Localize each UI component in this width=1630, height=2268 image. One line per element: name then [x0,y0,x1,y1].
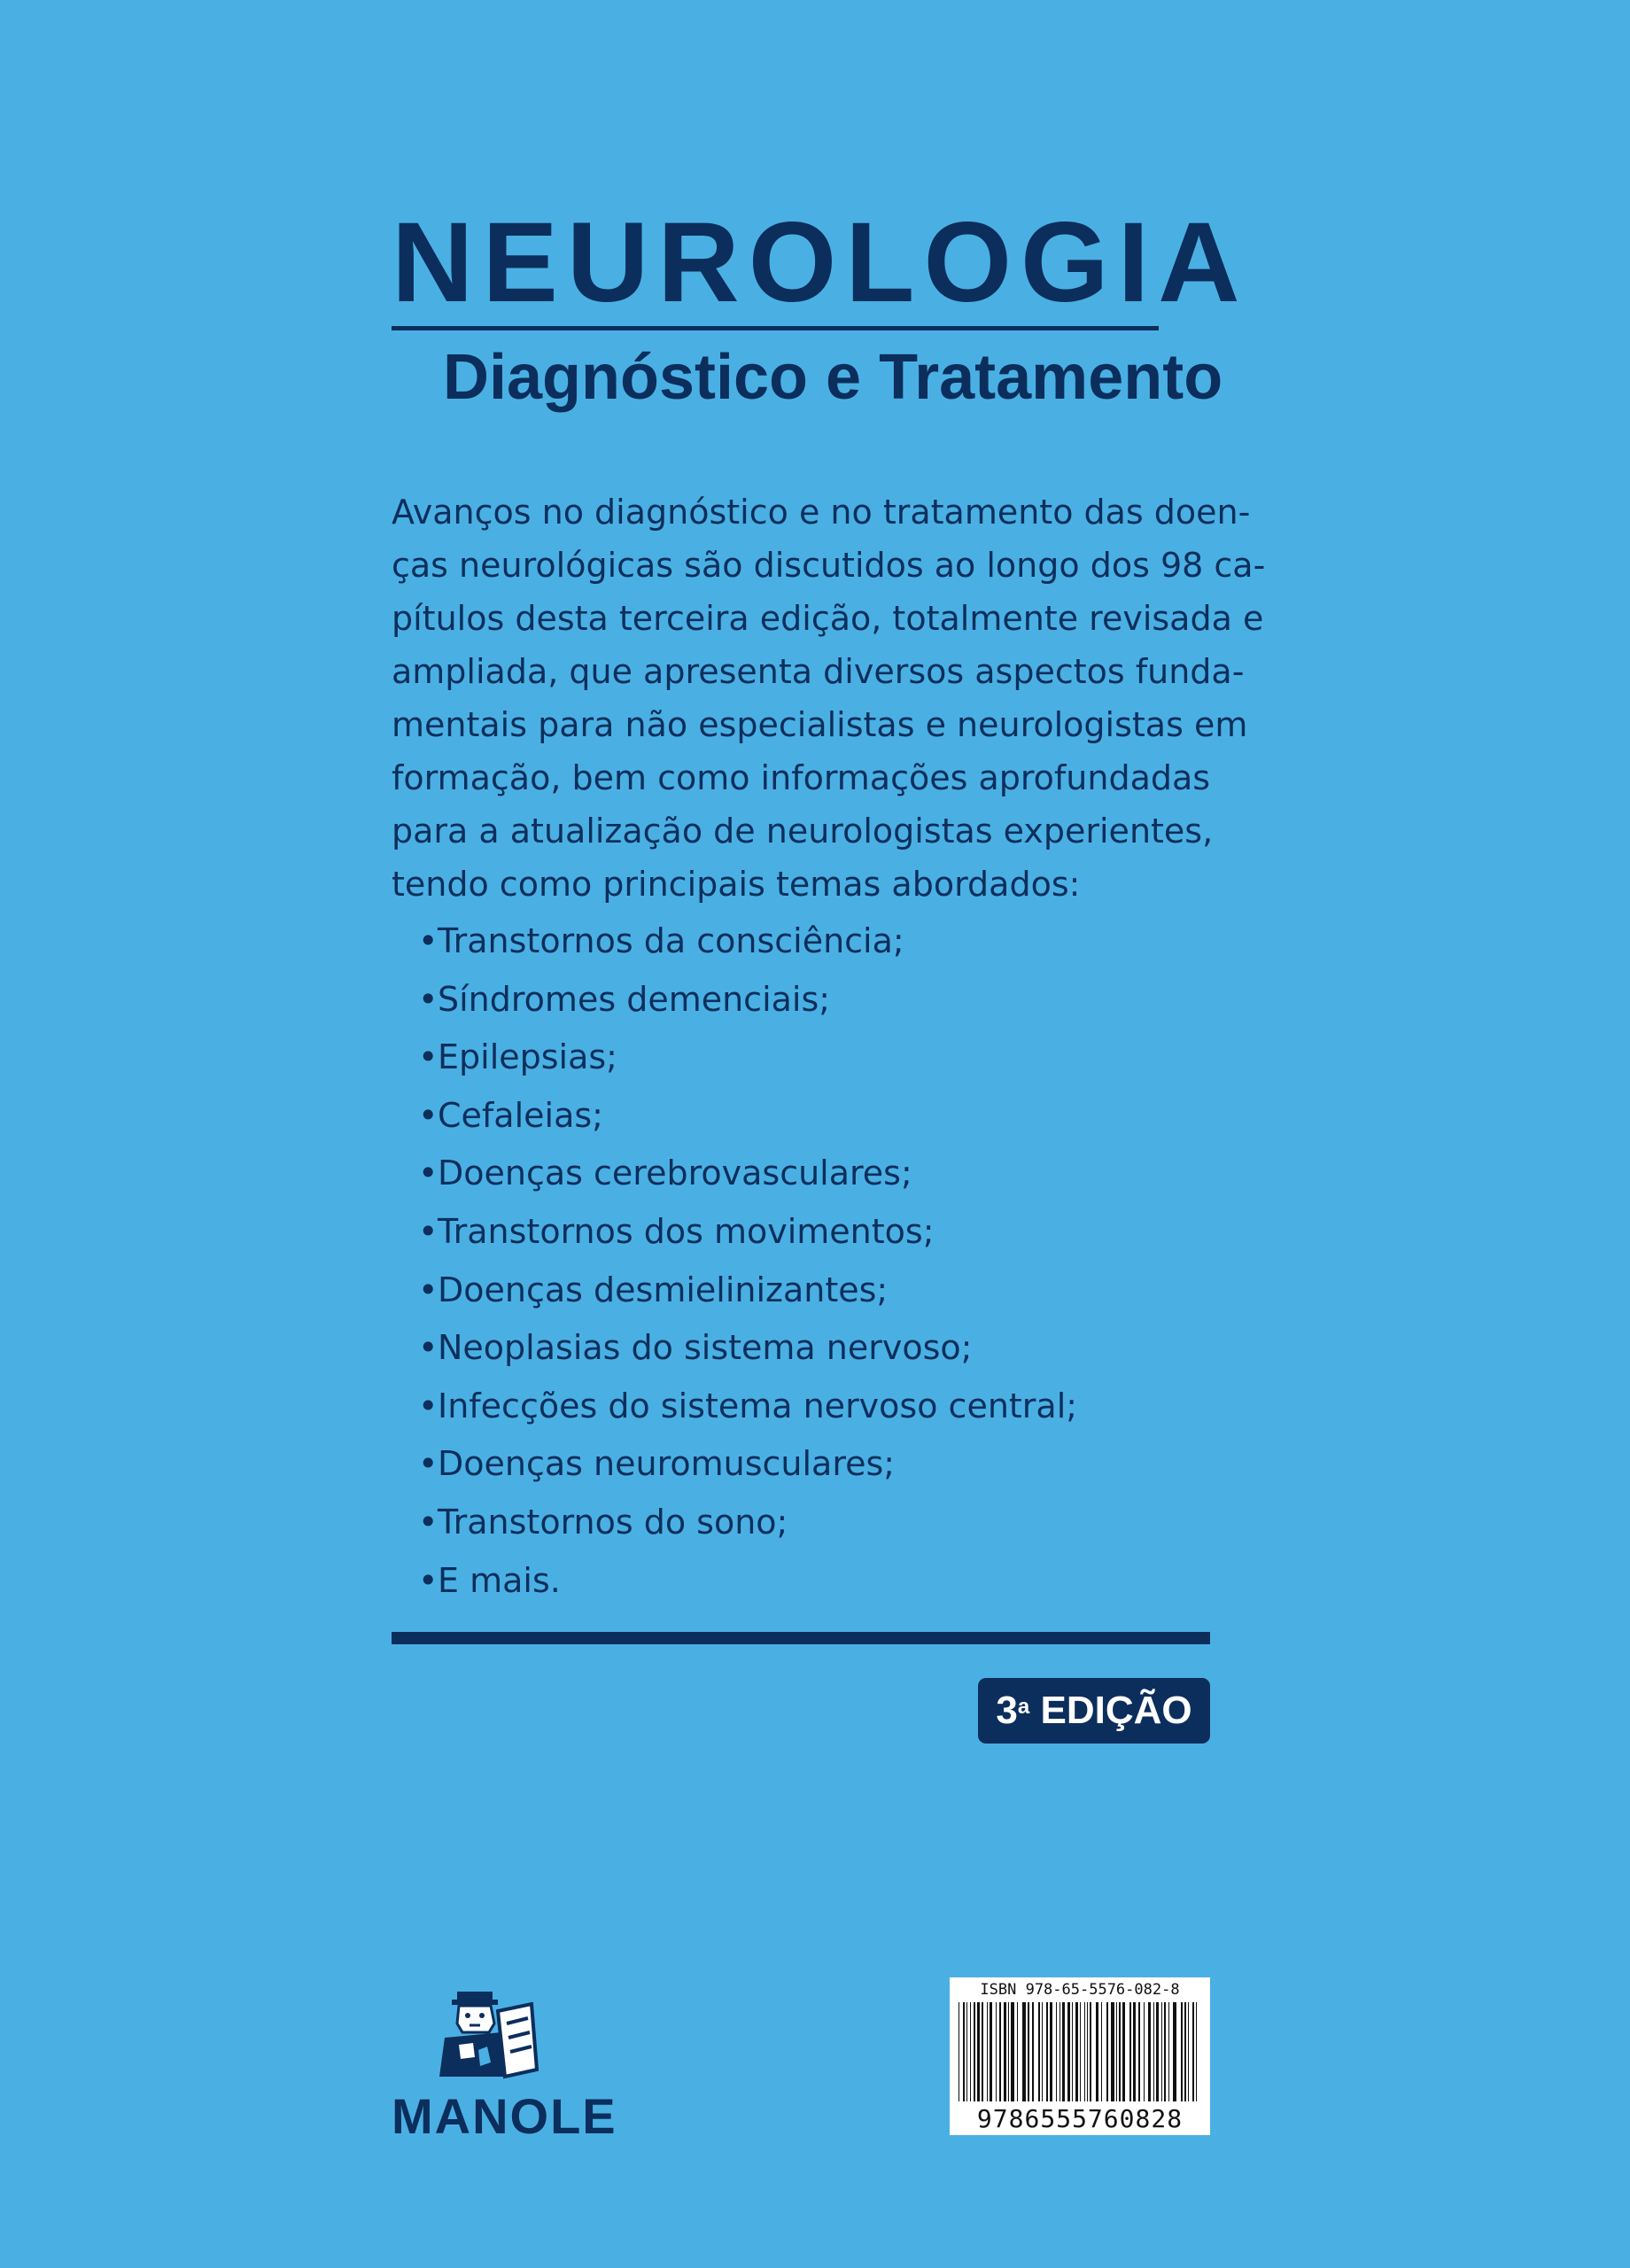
barcode-bar [1062,2002,1065,2101]
barcode-bar [1046,2002,1048,2101]
barcode-bar [996,2002,997,2101]
description-paragraph [392,485,1266,911]
barcode-bar [1008,2002,1009,2101]
bullet-icon: • [418,1328,439,1368]
topic-item [418,1319,1077,1378]
description-line: para a atualização de neurologistas experientes, [392,812,1214,850]
description-line: mentais para não especialistas e neurologistas em [392,705,1248,744]
description-line: pítulos desta terceira edição, totalmente revisada e [392,599,1264,638]
barcode-bar [1148,2002,1151,2101]
barcode-bar [1022,2002,1026,2101]
topic-label: Transtornos da consciência; [438,921,904,960]
topic-label: Neoplasias do sistema nervoso; [438,1328,973,1368]
barcode-bar [1028,2002,1029,2101]
description-line: formação, bem como informações aprofundadas [392,758,1211,797]
barcode-bar [1133,2002,1136,2101]
barcode-bar [977,2002,980,2101]
edition-label: EDIÇÃO [1040,1689,1192,1732]
topic-item [418,1203,1077,1262]
manole-figure-icon [432,1988,539,2080]
barcode-icon [959,2002,1201,2101]
topic-item [418,1145,1077,1203]
topic-label: Transtornos do sono; [438,1502,788,1542]
publisher-logo [392,1988,617,2144]
edition-ordinal: a [1017,1695,1030,1719]
barcode-bar [1173,2002,1176,2101]
topic-label: Doenças neuromusculares; [438,1444,896,1484]
bullet-icon: • [418,1444,439,1484]
topic-item [418,971,1077,1029]
barcode-bar [1168,2002,1169,2101]
barcode-bar [1119,2002,1121,2101]
barcode-bar [1101,2002,1102,2101]
edition-badge [978,1678,1210,1744]
description-line: tendo como principais temas abordados: [392,865,1081,904]
barcode-bar [990,2002,992,2101]
bullet-icon: • [418,1037,439,1077]
topic-item [418,1552,1077,1611]
topic-item [418,1435,1077,1494]
title-underline [392,326,1159,330]
barcode-bar [1111,2002,1114,2101]
publisher-name: MANOLE [392,2088,617,2144]
topic-item [418,1087,1077,1146]
barcode-bar [1067,2002,1070,2101]
barcode-bar [999,2002,1001,2101]
barcode-bar [1116,2002,1117,2101]
barcode-bar [1011,2002,1014,2101]
topic-item [418,1494,1077,1552]
barcode-bar [1161,2002,1162,2101]
topic-label: Infecções do sistema nervoso central; [438,1386,1078,1425]
barcode-bar [1084,2002,1085,2101]
barcode-bar [1017,2002,1018,2101]
barcode-bar [1181,2002,1183,2101]
barcode-bar [1075,2002,1078,2101]
bullet-icon: • [418,1386,439,1425]
edition-number: 3 [996,1689,1018,1732]
barcode-bar [1096,2002,1098,2101]
barcode-bar [1056,2002,1057,2101]
topic-item [418,1029,1077,1087]
barcode-bar [1080,2002,1081,2101]
barcode-bar [1184,2002,1186,2101]
topic-label: Transtornos dos movimentos; [438,1211,935,1251]
topic-label: Epilepsias; [438,1037,617,1077]
topic-label: Doenças desmielinizantes; [438,1270,889,1309]
book-subtitle: Diagnóstico e Tratamento [443,342,1223,413]
barcode-bar [974,2002,975,2101]
bullet-icon: • [418,1153,439,1193]
barcode-bar [1038,2002,1040,2101]
section-divider [392,1632,1210,1644]
barcode-bar [1004,2002,1006,2101]
barcode-bar [987,2002,988,2101]
bullet-icon: • [418,1270,439,1309]
barcode-bar [1050,2002,1052,2101]
bullet-icon: • [418,1211,439,1251]
barcode-bar [1122,2002,1125,2101]
topic-item [418,1262,1077,1320]
barcode-bar [1090,2002,1091,2101]
barcode-bar [966,2002,967,2101]
barcode-bar [1164,2002,1166,2101]
bullet-icon: • [418,1502,439,1542]
barcode-bar [1144,2002,1145,2101]
description-line: ças neurológicas são discutidos ao longo dos 98 ca- [392,546,1266,585]
barcode-bar [1106,2002,1108,2101]
description-line: Avanços no diagnóstico e no tratamento das doen- [392,493,1251,532]
topic-label: E mais. [438,1560,561,1600]
bullet-icon: • [418,1095,439,1135]
barcode-bar [1072,2002,1073,2101]
topic-label: Síndromes demenciais; [438,979,831,1019]
barcode-bar [1188,2002,1189,2101]
barcode-bar [1042,2002,1043,2101]
bullet-icon: • [418,979,439,1019]
barcode-bar [970,2002,971,2101]
description-line: ampliada, que apresenta diversos aspectos funda- [392,652,1245,691]
isbn-barcode [950,1977,1210,2135]
barcode-bar [982,2002,983,2101]
topic-item [418,1378,1077,1436]
barcode-bar [1192,2002,1194,2101]
barcode-bar [1156,2002,1159,2101]
topics-list [418,913,1077,1610]
barcode-digits: 9786555760828 [976,2104,1184,2133]
topic-item [418,913,1077,971]
bullet-icon: • [418,1560,439,1600]
topic-label: Doenças cerebrovasculares; [438,1153,912,1193]
barcode-bar [1087,2002,1088,2101]
barcode-bar [1129,2002,1131,2101]
barcode-bar [1032,2002,1034,2101]
barcode-bar [1196,2002,1197,2101]
book-title: NEUROLOGIA [392,199,1249,326]
barcode-bar [1153,2002,1154,2101]
barcode-bar [1138,2002,1140,2101]
bullet-icon: • [418,921,439,960]
topic-label: Cefaleias; [438,1095,603,1135]
barcode-bar [963,2002,965,2101]
isbn-label: ISBN 978-65-5576-082-8 [980,1981,1180,1999]
